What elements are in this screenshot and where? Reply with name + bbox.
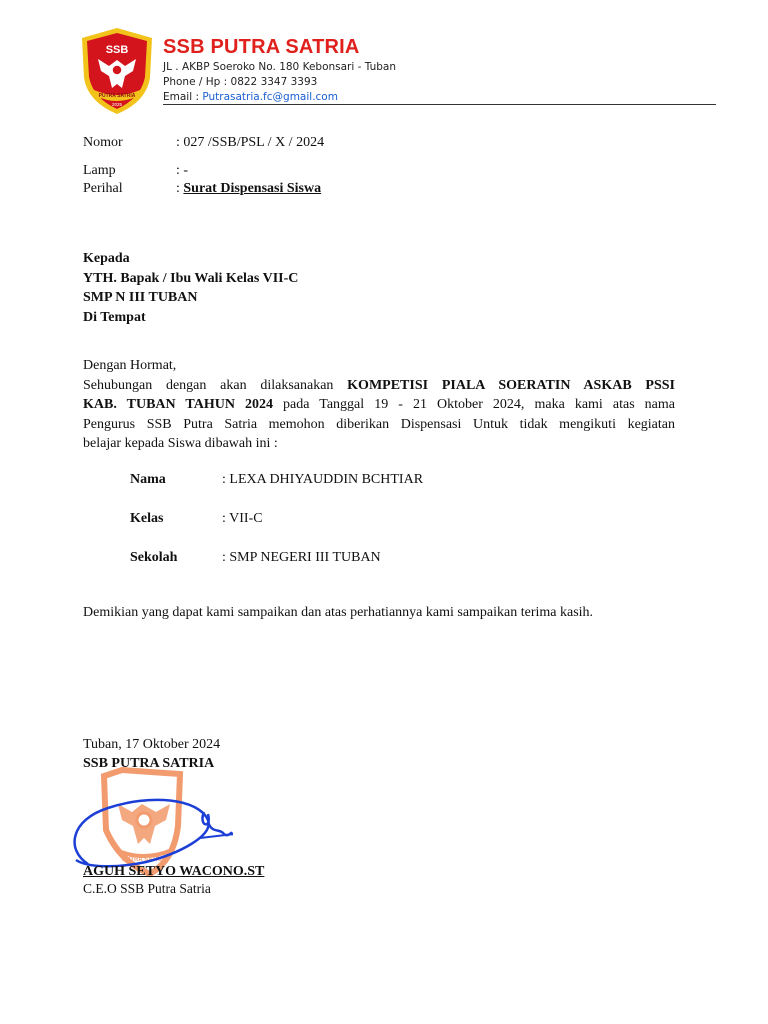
email-label: Email : [163, 91, 203, 103]
recipient-line-2: YTH. Bapak / Ibu Wali Kelas VII-C [83, 271, 299, 286]
recipient-line-1: Kepada [83, 251, 130, 266]
perihal-value: Surat Dispensasi Siswa [183, 181, 322, 196]
logo-year: 2025 [111, 102, 123, 107]
greeting: Dengan Hormat, [83, 358, 177, 373]
signature-org: SSB PUTRA SATRIA [83, 756, 215, 771]
perihal-label: Perihal [83, 181, 123, 196]
recipient-line-4: Di Tempat [83, 310, 146, 325]
sekolah-value: : SMP NEGERI III TUBAN [222, 550, 381, 565]
kelas-label: Kelas [130, 511, 164, 526]
closing-text: Demikian yang dapat kami sampaikan dan atas perhatiannya kami sampaikan terima kasih. [83, 605, 594, 620]
email-link[interactable]: Putrasatria.fc@gmail.com [202, 91, 338, 103]
body-line-4: belajar kepada Siswa dibawah ini : [83, 436, 278, 451]
perihal-prefix: : [176, 181, 184, 196]
nama-label: Nama [130, 472, 166, 487]
nomor-value: : 027 /SSB/PSL / X / 2024 [176, 135, 325, 150]
place-date: Tuban, 17 Oktober 2024 [83, 737, 221, 752]
logo-text: SSB [105, 44, 129, 56]
kelas-value: : VII-C [222, 511, 263, 526]
signatory-role: C.E.O SSB Putra Satria [83, 881, 211, 896]
lamp-value: : - [176, 163, 189, 178]
body-paragraph [83, 356, 675, 454]
perihal-row [176, 181, 321, 197]
stamp-text: PUTRA SATRIA [122, 857, 166, 863]
address-line: JL . AKBP Soeroko No. 180 Kebonsari - Tuban [163, 61, 396, 73]
body-line-1: Sehubungan dengan akan dilaksanakan KOMPETISI PIALA SOERATIN ASKAB PSSI [83, 377, 675, 393]
signatory-name: AGUH SETYO WACONO.ST [83, 864, 265, 879]
organization-name: SSB PUTRA SATRIA [163, 36, 360, 58]
logo-ribbon: PUTRA SATRIA [98, 93, 136, 99]
body-line-2: KAB. TUBAN TAHUN 2024 pada Tanggal 19 - 21 Oktober 2024, maka kami atas nama [83, 397, 676, 412]
nama-value: : LEXA DHIYAUDDIN BCHTIAR [222, 472, 424, 487]
email-line [163, 91, 338, 103]
header-divider [163, 104, 716, 105]
nomor-label: Nomor [83, 135, 123, 150]
lamp-label: Lamp [83, 163, 116, 178]
phone-line: Phone / Hp : 0822 3347 3393 [163, 76, 318, 88]
body-line-3: Pengurus SSB Putra Satria memohon diberikan Dispensasi Untuk tidak mengikuti kegiatan [83, 416, 675, 432]
sekolah-label: Sekolah [130, 550, 178, 565]
club-logo [78, 26, 156, 116]
recipient-line-3: SMP N III TUBAN [83, 290, 198, 305]
